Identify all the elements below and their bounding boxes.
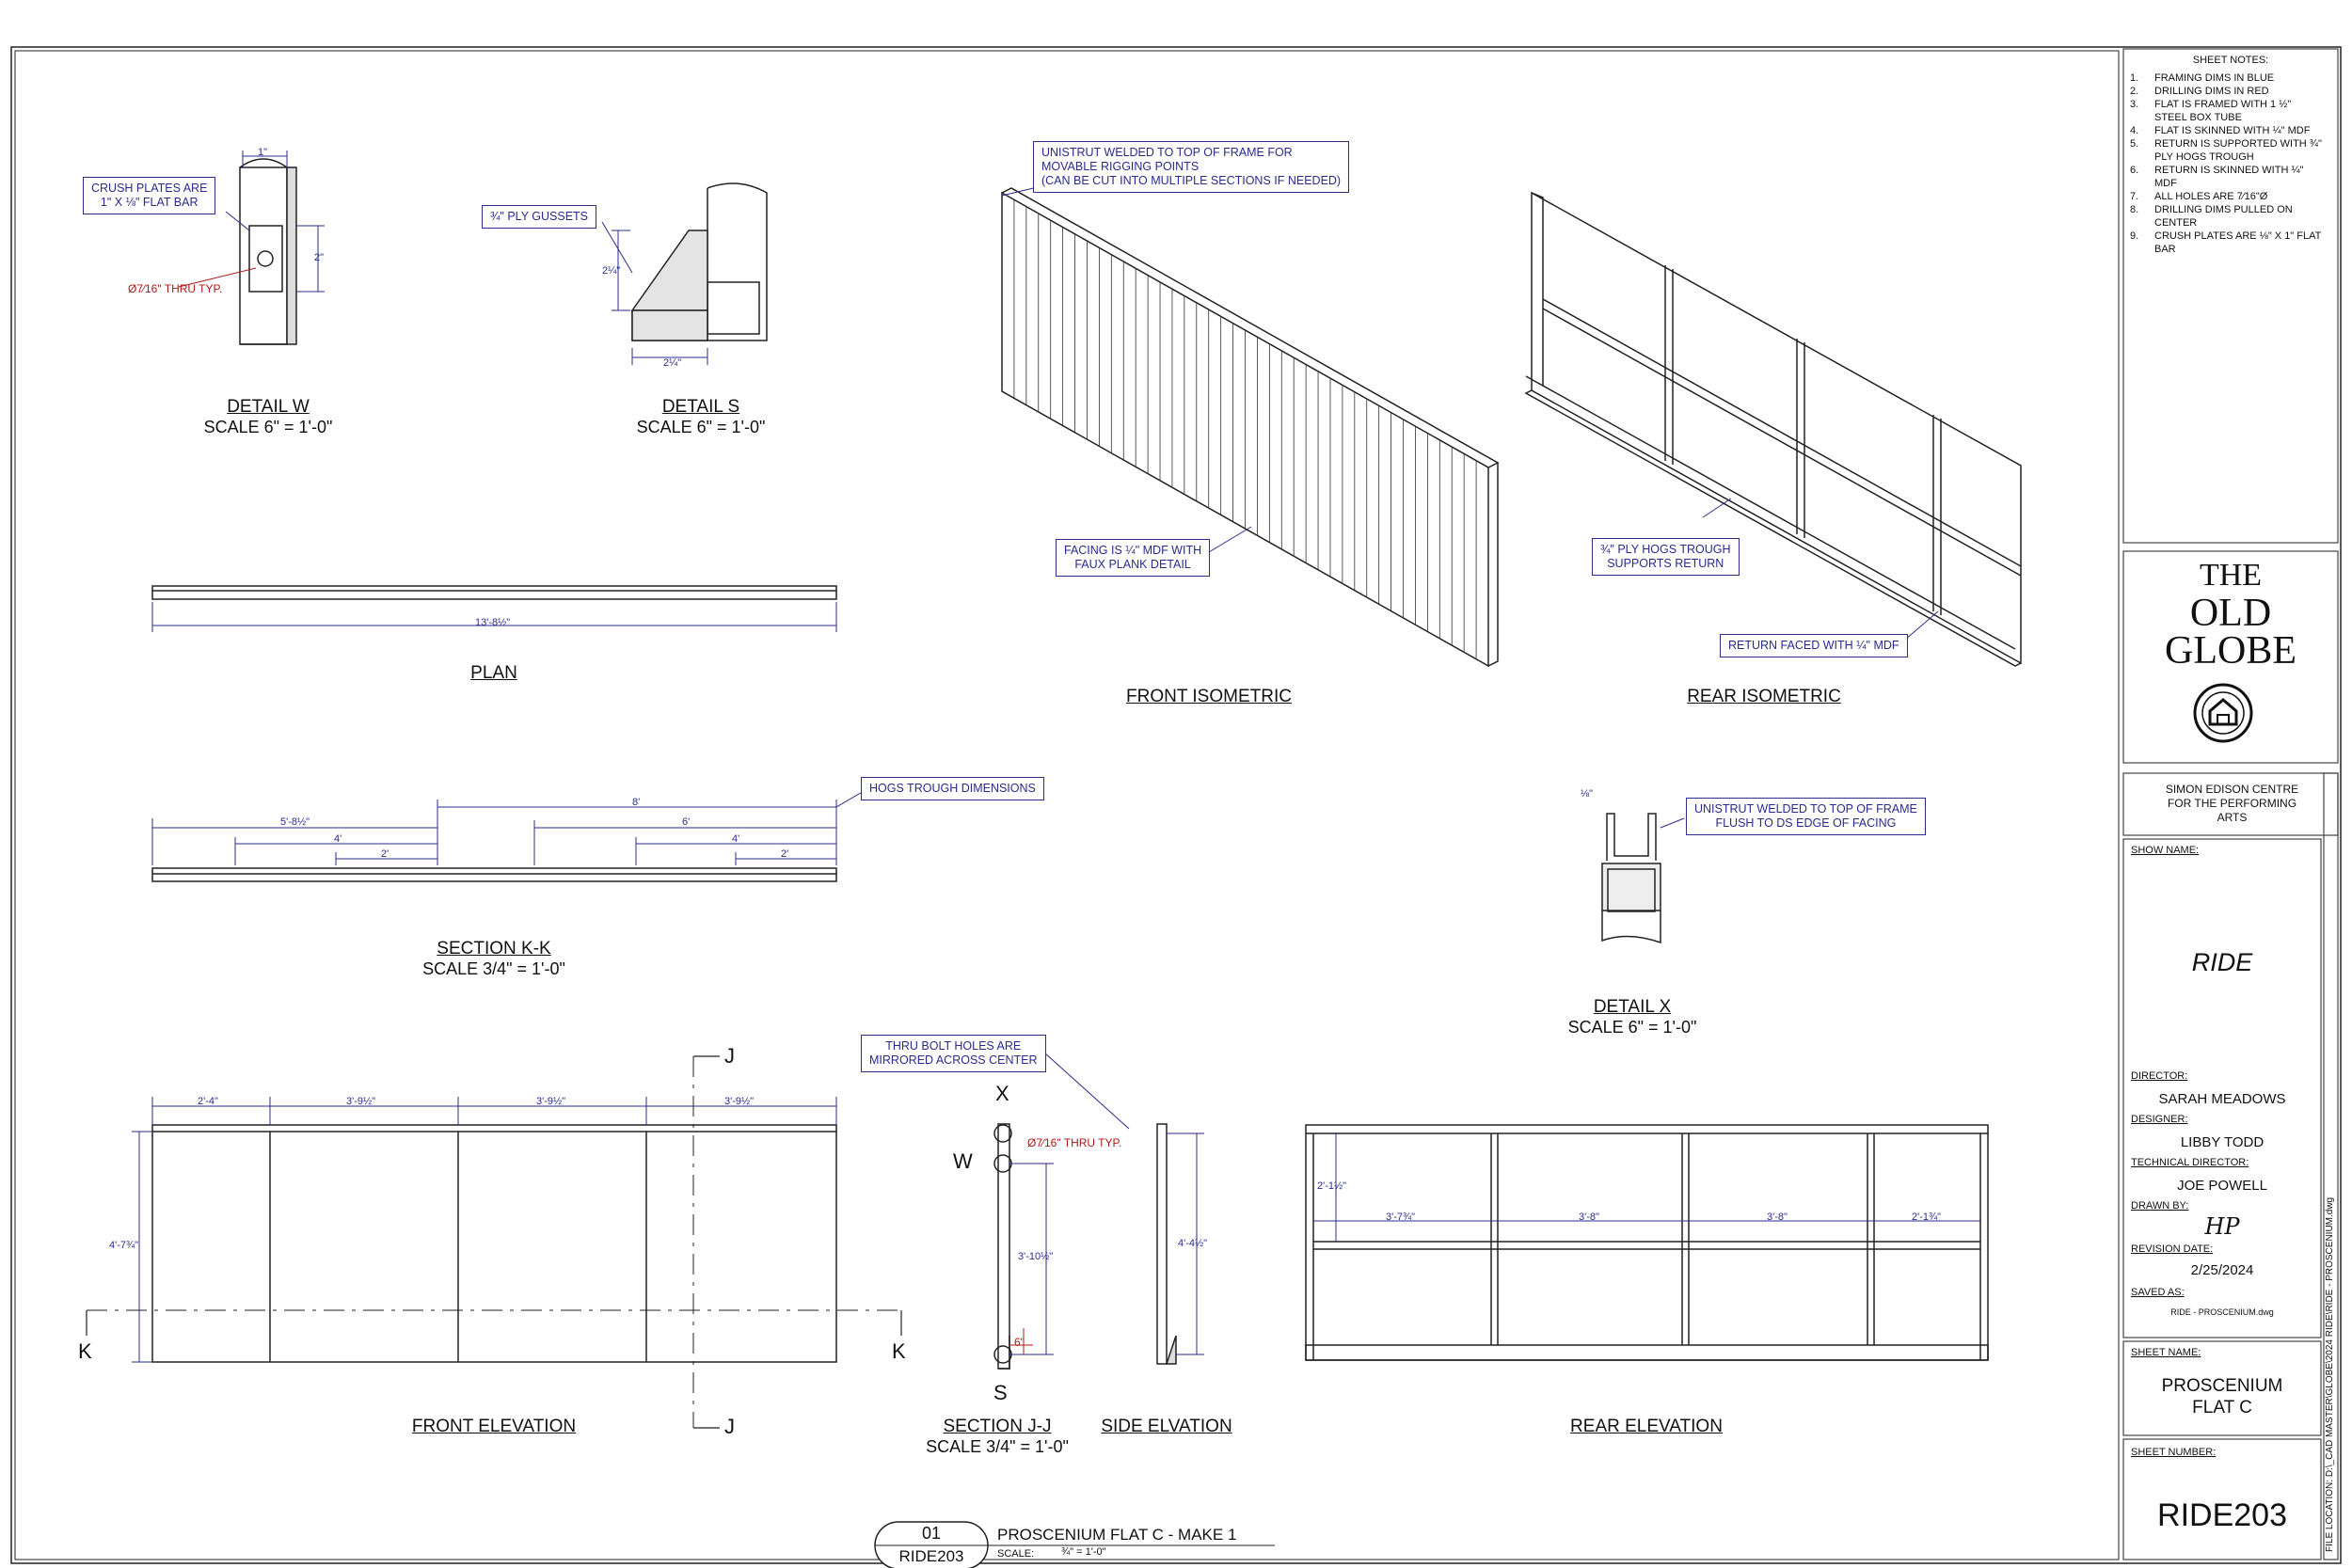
- rear-isometric-drawing: [1526, 193, 2021, 666]
- detail-w-title-block: [174, 397, 362, 437]
- drawing-scale: ¾" = 1'-0": [1061, 1546, 1106, 1558]
- detail-x-title-block: [1538, 997, 1726, 1037]
- view-title: REAR ISOMETRIC: [1687, 687, 1841, 706]
- drawn-by-label: DRAWN BY:: [2131, 1200, 2189, 1212]
- note-item: 8. DRILLING DIMS PULLED ON CENTER: [2130, 204, 2293, 229]
- gussets-callout: ¾" PLY GUSSETS: [482, 205, 596, 229]
- dim-x-eighth: ⅛": [1581, 788, 1594, 800]
- td-label: TECHNICAL DIRECTOR:: [2131, 1157, 2249, 1168]
- sheet-name: [2123, 1375, 2321, 1418]
- view-title: DETAIL S: [661, 397, 740, 417]
- dim-fe-d: 3'-9½": [724, 1096, 755, 1107]
- dim-re-height: 2'-1½": [1317, 1180, 1347, 1192]
- director-label: DIRECTOR:: [2131, 1070, 2188, 1082]
- rear-iso-title-block: [1646, 687, 1882, 707]
- director-name: SARAH MEADOWS: [2158, 1091, 2286, 1107]
- detail-marker-w: W: [953, 1149, 973, 1173]
- note-item: 1. FRAMING DIMS IN BLUE: [2130, 72, 2275, 84]
- designer-name: LIBBY TODD: [2180, 1134, 2265, 1150]
- section-marker-j-bottom: J: [724, 1415, 735, 1438]
- sheet-number-label: SHEET NUMBER:: [2131, 1447, 2217, 1458]
- td-name: JOE POWELL: [2177, 1178, 2267, 1194]
- show-name-label: SHOW NAME:: [2131, 845, 2200, 856]
- hogs-trough-dims-callout: HOGS TROUGH DIMENSIONS: [861, 777, 1044, 800]
- side-elevation-drawing: [1157, 1124, 1176, 1364]
- dim-kk-a: 5'-8½": [280, 816, 310, 828]
- drawing-sheet-ref: RIDE203: [898, 1547, 964, 1565]
- dim-w-1in: 1": [258, 147, 268, 158]
- detail-marker-s: S: [993, 1381, 1008, 1404]
- revision-date: 2/25/2024: [2190, 1262, 2254, 1278]
- section-kk-title-block: [400, 939, 588, 979]
- plan-drawing: [152, 586, 836, 599]
- facing-callout: FACING IS ¼" MDF WITH FAUX PLANK DETAIL: [1056, 539, 1210, 577]
- view-scale: SCALE 6" = 1'-0": [1567, 1018, 1697, 1037]
- dim-jj-6in: 6": [1014, 1336, 1025, 1349]
- dim-kk-d: 6': [682, 816, 691, 828]
- hogs-trough-support-callout: ¾" PLY HOGS TROUGH SUPPORTS RETURN: [1592, 538, 1740, 576]
- section-kk-drawing: [152, 868, 836, 881]
- crush-plates-callout: CRUSH PLATES ARE 1" X ⅛" FLAT BAR: [83, 177, 215, 214]
- file-location: FILE LOCATION: D:\_CAD MASTER\GLOBE\2024 RIDE\RIDE - PROSCENIUM.dwg: [2325, 1196, 2335, 1552]
- view-title: SECTION K-K: [437, 939, 551, 958]
- detail-s-drawing: [632, 183, 767, 341]
- sheet-notes-list: [2124, 71, 2337, 256]
- front-isometric-drawing: [1002, 188, 1498, 666]
- plan-title-block: [400, 663, 588, 684]
- show-name: RIDE: [2191, 948, 2253, 976]
- unistrut-flush-callout: UNISTRUT WELDED TO TOP OF FRAME FLUSH TO DS EDGE OF FACING: [1686, 798, 1926, 835]
- drawing-name: PROSCENIUM FLAT C - MAKE 1: [997, 1526, 1237, 1544]
- dim-kk-f: 4': [732, 833, 740, 845]
- view-title: SECTION J-J: [943, 1417, 1052, 1436]
- section-jj-title-block: [903, 1417, 1091, 1457]
- front-elevation-drawing: [152, 1125, 836, 1362]
- dim-w-hole: Ø7⁄16" THRU TYP.: [128, 282, 223, 295]
- dim-kk-b: 8': [632, 797, 641, 808]
- side-elevation-title-block: [1073, 1417, 1261, 1437]
- view-scale: SCALE 3/4" = 1'-0": [422, 959, 565, 978]
- globe-emblem-icon: [2195, 685, 2251, 741]
- view-title: FRONT ISOMETRIC: [1126, 687, 1292, 706]
- logo-line: THE: [2199, 558, 2263, 593]
- sheet-number: RIDE203: [2157, 1497, 2287, 1533]
- sheet-name-line: PROSCENIUM: [2161, 1376, 2283, 1396]
- thru-bolt-callout: THRU BOLT HOLES ARE MIRRORED ACROSS CENTER: [861, 1035, 1046, 1072]
- drawing-scale-label: SCALE:: [997, 1548, 1035, 1560]
- dim-s-height: 2¼": [602, 265, 621, 277]
- view-title: REAR ELEVATION: [1570, 1417, 1723, 1436]
- dim-fe-a: 2'-4": [198, 1096, 218, 1107]
- dim-fe-height: 4'-7¾": [109, 1240, 139, 1251]
- saved-as-label: SAVED AS:: [2131, 1287, 2185, 1298]
- designer-label: DESIGNER:: [2131, 1114, 2188, 1125]
- dim-kk-e: 2': [381, 848, 389, 860]
- logo-line: GLOBE: [2165, 629, 2296, 673]
- dim-re-d: 2'-1¾": [1912, 1212, 1942, 1223]
- dim-jj-height: 3'-10½": [1018, 1251, 1054, 1262]
- venue-name: SIMON EDISON CENTRE FOR THE PERFORMING ARTS: [2165, 783, 2299, 824]
- dim-jj-hole: Ø7⁄16" THRU TYP.: [1027, 1136, 1122, 1149]
- view-scale: SCALE 6" = 1'-0": [636, 418, 766, 436]
- detail-s-title-block: [607, 397, 795, 437]
- section-marker-j-top: J: [724, 1044, 735, 1068]
- saved-as-file: RIDE - PROSCENIUM.dwg: [2170, 1307, 2274, 1317]
- section-marker-k-right: K: [892, 1339, 906, 1363]
- section-jj-drawing: [994, 1124, 1011, 1369]
- dim-side-height: 4'-4½": [1178, 1238, 1208, 1249]
- detail-x-drawing: [1602, 814, 1661, 942]
- note-item: 2. DRILLING DIMS IN RED: [2130, 86, 2269, 97]
- revision-date-label: REVISION DATE:: [2131, 1243, 2214, 1255]
- rear-elevation-title-block: [1543, 1417, 1750, 1437]
- view-title: SIDE ELVATION: [1101, 1417, 1232, 1436]
- note-item: 4. FLAT IS SKINNED WITH ¼" MDF: [2130, 125, 2311, 136]
- sheet-notes: [2124, 51, 2337, 256]
- dim-w-2in: 2": [314, 252, 325, 263]
- view-title: FRONT ELEVATION: [411, 1417, 577, 1436]
- old-globe-logo: [2123, 557, 2338, 673]
- note-item: 6. RETURN IS SKINNED WITH ¼" MDF: [2130, 165, 2304, 189]
- section-marker-k-left: K: [78, 1339, 92, 1363]
- view-scale: SCALE 3/4" = 1'-0": [926, 1437, 1069, 1456]
- dim-re-a: 3'-7¾": [1386, 1212, 1416, 1223]
- dim-kk-g: 2': [781, 848, 789, 860]
- unistrut-rigging-callout: UNISTRUT WELDED TO TOP OF FRAME FOR MOVABLE RIGGING POINTS (CAN BE CUT INTO MULTIPLE SECTIONS IF NEEDED): [1033, 141, 1349, 193]
- dim-fe-c: 3'-9½": [536, 1096, 566, 1107]
- note-item: 3. FLAT IS FRAMED WITH 1 ½" STEEL BOX TUBE: [2130, 99, 2292, 123]
- drawing-number: 01: [921, 1524, 942, 1543]
- front-elevation-title-block: [386, 1417, 602, 1437]
- dim-plan-length: 13'-8½": [475, 617, 511, 628]
- view-title: DETAIL W: [227, 397, 310, 417]
- view-scale: SCALE 6" = 1'-0": [203, 418, 333, 436]
- note-item: 5. RETURN IS SUPPORTED WITH ¾" PLY HOGS TROUGH: [2130, 138, 2322, 163]
- sheet-name-label: SHEET NAME:: [2131, 1347, 2201, 1358]
- dim-re-b: 3'-8": [1579, 1212, 1599, 1223]
- dim-fe-b: 3'-9½": [346, 1096, 376, 1107]
- note-item: 7. ALL HOLES ARE 7⁄16"Ø: [2130, 191, 2268, 202]
- dim-s-width: 2¼": [663, 357, 682, 369]
- rear-elevation-drawing: [1306, 1125, 1988, 1360]
- sheet-notes-title: SHEET NOTES:: [2192, 55, 2269, 66]
- logo-line: OLD: [2189, 592, 2272, 635]
- drawn-by-signature: HP: [2204, 1213, 2240, 1240]
- view-title: DETAIL X: [1593, 997, 1672, 1017]
- dim-kk-c: 4': [334, 833, 342, 845]
- note-item: 9. CRUSH PLATES ARE ⅛" X 1" FLAT BAR: [2130, 230, 2322, 255]
- front-iso-title-block: [1091, 687, 1327, 707]
- dim-re-c: 3'-8": [1767, 1212, 1788, 1223]
- return-faced-callout: RETURN FACED WITH ¼" MDF: [1720, 634, 1908, 657]
- detail-marker-x: X: [995, 1082, 1009, 1105]
- view-title: PLAN: [470, 663, 517, 683]
- detail-w-drawing: [240, 159, 296, 344]
- sheet-name-line: FLAT C: [2192, 1398, 2252, 1418]
